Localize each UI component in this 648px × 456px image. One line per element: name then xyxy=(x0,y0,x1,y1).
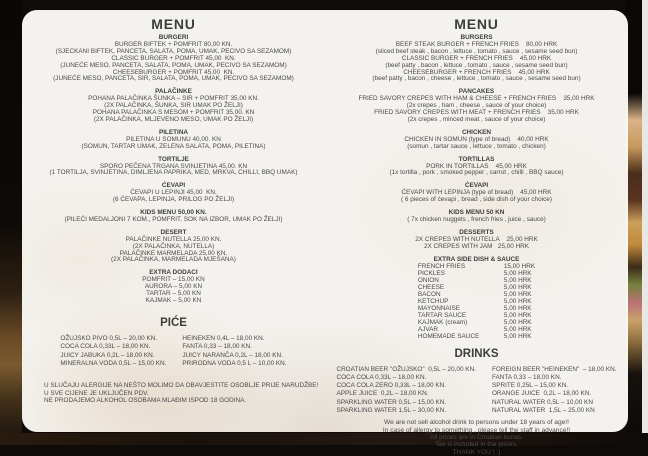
text-line: All prices are in Croatian kunas. xyxy=(429,433,524,441)
extra-side-dish-list xyxy=(418,264,535,340)
menu-item-line: (beef patty , bacon , cheese , lettuce , tomato , sauce , sesame seed bun) xyxy=(372,75,581,83)
extra-item-price: 5,00 HRK xyxy=(503,325,532,333)
menu-item-line: CHEESEBURGER + FRENCH FRIES 45,00 HRK xyxy=(403,68,550,76)
menu-section-header: PALAČINKE xyxy=(155,88,192,96)
menu-item-line: PALAČINKE MARMELADA 25,00 KN. xyxy=(119,249,228,257)
menu-section xyxy=(22,157,325,178)
extra-item-price: 5,00 HRK xyxy=(503,291,532,299)
extra-side-dish-title: EXTRA SIDE DISH & SAUCE xyxy=(433,255,520,263)
text-line: SPARKLING WATER 1,5L – 30,00 KN. xyxy=(336,407,447,415)
menu-item-line: PALAČINKE NUTELLA 25,00 KN. xyxy=(125,235,222,243)
extra-item-price: 15,00 HRK xyxy=(503,263,536,271)
text-line: THANK YOU ! :) xyxy=(452,448,501,456)
menu-section xyxy=(22,183,325,204)
menu-section xyxy=(22,89,325,124)
menu-item-line: (JUNEĆE MESO, PANCETA, SIR, SALATA, POMA, UMAK, PECIVO SA SEZAMOM) xyxy=(53,75,294,83)
menu-item-line: (1 TORTILJA, SVINJETINA, DIMLJENA PAPRIKA, MED, MRKVA, CHILLI, BBQ UMAK) xyxy=(49,169,298,177)
menu-item-line: KAJMAK – 5,00 KN xyxy=(145,297,202,304)
extra-side-dish-section xyxy=(325,257,628,343)
extra-item-label: KETCHUP xyxy=(417,298,449,305)
menu-section xyxy=(325,157,628,178)
extra-item-price: 5,00 HRK xyxy=(503,298,532,305)
text-line: HEINEKEN 0,4L – 18,00 KN. xyxy=(182,334,265,342)
text-line: ORANGE JUICE 0,2L – 18,00 KN. xyxy=(491,390,592,398)
menu-section xyxy=(22,210,325,224)
drinks-title-croatian: PIĆE xyxy=(160,316,187,329)
menu-item-line: ( 6 pieces of ćevapi , bread , side dish of your choice) xyxy=(401,196,552,204)
extra-item-label: KAJMAK (cream) xyxy=(417,318,468,326)
menu-section-header: CHICKEN xyxy=(461,128,492,136)
menu-item-line: (1x tortilla , pork , smoked pepper , carrot , chilli , BBQ sauce) xyxy=(389,169,564,177)
extra-item-label: TARTAR SAUCE xyxy=(417,311,467,319)
footnotes-english xyxy=(325,419,628,455)
croatian-sections xyxy=(22,35,325,305)
menu-section-header: TORTILLAS xyxy=(458,155,495,163)
text-line: U SLUČAJU ALERGIJE NA NEŠTO MOLIMO DA OBAVJESTITE OSOBLJE PRIJE NARUDŽBE! xyxy=(44,382,319,390)
menu-item-line: (2X PALAČINKA, MLJEVENO MESO, UMAK PO ŽELJI) xyxy=(93,115,254,123)
menu-section xyxy=(22,230,325,265)
text-line: JUICY NARANČA 0,2L – 18,00 KN. xyxy=(182,351,283,359)
menu-item-line: (PILEĆI MEDALJONI 7 KOM., POMFRIT, SOK NA IZBOR, UMAK PO ŽELJI) xyxy=(64,215,283,223)
extra-side-dish-row xyxy=(418,334,535,341)
extra-item-label: CHEESE xyxy=(417,284,445,292)
menu-section-header: KIDS MENU 50,00 KN. xyxy=(140,209,207,217)
text-line: In case of allergy to something , please tell the staff in advance!! xyxy=(382,426,571,434)
extra-item-label: FRENCH FRIES xyxy=(417,263,466,271)
text-line: FANTA 0,33 – 18,00 KN. xyxy=(182,343,252,351)
text-line: COCA COLA ZERO 0,33L – 18,00 KN. xyxy=(336,382,446,390)
menu-item-line: AURORA – 5,00 KN xyxy=(144,283,203,291)
drinks-columns-english xyxy=(325,366,628,416)
extra-item-price: 5,00 HRK xyxy=(503,318,532,326)
menu-section xyxy=(325,89,628,124)
menu-section xyxy=(325,183,628,204)
text-line: COCA COLA 0,33L – 18,00 KN. xyxy=(336,373,427,381)
english-menu-column xyxy=(325,10,628,456)
text-line: We are not sell alcohol drink to persons under 18 years of age!! xyxy=(384,419,569,427)
text-line: NATURAL WATER 0,5L – 10,00 KN xyxy=(491,398,593,406)
extra-item-price: 5,00 HRK xyxy=(503,284,532,292)
menu-item-line: ĆEVAPI WITH LEPINJA (type of bread) 45,00 HRK xyxy=(401,189,552,197)
menu-section xyxy=(22,270,325,305)
menu-section xyxy=(22,130,325,151)
text-line: APPLE JUICE 0,2L – 18,00 KN. xyxy=(336,390,429,398)
menu-item-line: POMFRIT – 15,00 KN xyxy=(142,276,205,284)
text-line: SPRITE 0,25L – 15,00 KN. xyxy=(491,382,569,390)
menu-section-header: DESSERTS xyxy=(459,228,494,236)
menu-item-line: 2X CREPES WITH NUTELLA 25,00 HRK xyxy=(415,235,538,243)
text-line: CROATIAN BEER "OŽUJSKO" 0,5L – 20,00 KN. xyxy=(336,365,476,373)
menu-item-line: POHANA PALAČINKA S MESOM + POMFRIT 35,00. KN xyxy=(92,109,255,117)
menu-section-header: BURGERI xyxy=(158,34,189,41)
menu-section-header: KIDS MENU 50 KN xyxy=(448,209,505,217)
extra-item-label: PICKLES xyxy=(417,270,445,278)
drinks-column-1 xyxy=(336,366,476,416)
menu-title-croatian: MENU xyxy=(151,16,196,32)
burger-photo-edge xyxy=(626,0,642,445)
menu-item-line: (6 ĆEVAPA, LEPINJA, PRILOG PO ŽELJI) xyxy=(112,196,235,204)
footnotes-croatian xyxy=(22,382,325,404)
extra-item-price: 5,00 HRK xyxy=(503,277,532,285)
drinks-column-2 xyxy=(492,366,617,416)
menu-item-line: BEEF STEAK BURGER + FRENCH FRIES 80,00 HRK xyxy=(395,40,558,48)
menu-title-english: MENU xyxy=(454,16,499,32)
extra-item-price: 5,00 HRK xyxy=(503,304,532,312)
menu-item-line: (2X PALAČINKA, NUTELLA) xyxy=(132,242,215,250)
menu-item-line: CLASSIC BURGER + FRENCH FRIES 45,00 HRK xyxy=(401,54,552,62)
drinks-section-english xyxy=(325,348,628,416)
menu-section xyxy=(325,35,628,83)
menu-section-header: PILETINA xyxy=(158,128,189,136)
menu-item-line: ĆEVAPI U LEPINJI 45,00 KN. xyxy=(130,189,217,197)
text-line: FOREIGN BEER "HEINEKEN" – 18,00 KN. xyxy=(491,365,617,373)
menu-section xyxy=(325,130,628,151)
text-line: SPARKLING WATER 0,5L – 15,00 KN. xyxy=(336,398,447,406)
menu-item-line: FRIED SAVORY CREPES WITH HAM & CHEESE + FRENCH FRIES 35,00 HRK xyxy=(358,95,595,103)
extra-item-label: MAYONNAISE xyxy=(417,304,460,312)
menu-item-line: 2X CREPES WITH JAM 25,00 HRK xyxy=(423,242,530,250)
menu-item-line: FRIED SAVORY CREPES WITH MEAT + FRENCH FRIES 35,00 HRK xyxy=(374,109,579,117)
text-line: FANTA 0,33 – 18,00 KN. xyxy=(491,373,562,381)
menu-item-line: (sliced beef steak , bacon , lettuce , tomato , sauce , sesame seed bun) xyxy=(375,47,578,55)
menu-section-header: DESERT xyxy=(160,228,187,236)
extra-item-label: HOMEMADE SAUCE xyxy=(417,332,480,340)
extra-item-price: 5,00 HRK xyxy=(503,311,532,319)
menu-section xyxy=(325,230,628,251)
menu-item-line: PORK IN TORTILLAS 45,00 HRK xyxy=(426,162,527,170)
menu-item-line: POHANA PALAČINKA ŠUNKA – SIR + POMFRIT 35,00 KN. xyxy=(88,95,259,103)
menu-section-header: PANCAKES xyxy=(458,88,495,96)
menu-section xyxy=(325,210,628,224)
english-sections xyxy=(325,35,628,251)
menu-item-line: (SOMUN, TARTAR UMAK, ZELENA SALATA, POMA, PILETINA) xyxy=(81,142,266,150)
extra-item-label: AJVAR xyxy=(417,325,438,333)
menu-item-line: CLASSIC BURGER + POMFRIT 45,00 KN. xyxy=(111,54,236,62)
menu-section-header: BURGERS xyxy=(460,34,493,41)
extra-item-label: BACON xyxy=(417,291,441,299)
text-line: NATURAL WATER 1,5L – 25,00 KN xyxy=(491,407,595,415)
drinks-title-english: DRINKS xyxy=(454,347,499,360)
menu-item-line: (beef patty , bacon , lettuce , tomato , sauce , sesame seed bun) xyxy=(385,61,568,69)
text-line: Tax is included in the prices. xyxy=(435,441,518,449)
text-line: NE PRODAJEMO ALKOHOL OSOBAMA MLAĐIM ISPOD 18 GODINA. xyxy=(44,396,247,404)
menu-item-line: PILETINA U SOMUNU 40,00. KN xyxy=(126,135,221,143)
menu-item-line: (JUNEĆE MESO, PANCETA, SALATA, POMA, UMAK, PECIVO SA SEZAMOM) xyxy=(60,61,287,69)
text-line: JUICY JABUKA 0,2L – 18,00 KN. xyxy=(60,351,155,359)
extra-item-price: 5,00 HRK xyxy=(503,332,532,340)
menu-item-line: (2X PALAČINKA, MARMELADA MJEŠANA) xyxy=(111,256,236,264)
croatian-menu-column xyxy=(22,10,325,432)
menu-card xyxy=(22,10,628,456)
text-line: PRIRODNA VODA 0,5 L – 10,00 KN. xyxy=(182,359,287,367)
drinks-section-croatian xyxy=(22,317,325,368)
menu-item-line: (SJECKANI BIFTEK, PANCETA, SALATA, POMA, UMAK, PECIVO SA SEZAMOM) xyxy=(55,47,292,55)
menu-item-line: BURGER BIFTEK + POMFRIT 80,00 KN. xyxy=(114,40,233,48)
menu-item-line: SPORO PEČENA TRGANA SVINJETINA 45,00. KN xyxy=(99,162,248,170)
extra-item-label: ONION xyxy=(417,277,439,285)
menu-section-header: TORTILJE xyxy=(158,155,189,163)
menu-item-line: ( 7x chicken nuggets , french fries , juice , sauce) xyxy=(407,215,546,223)
wood-table-photo-edge xyxy=(0,0,22,445)
menu-item-line: (2x crepes , minced meat , sauce of your choice) xyxy=(407,115,546,123)
menu-item-line: (somun , tartar sauce , lettuce , tomato , chicken) xyxy=(407,142,546,150)
drinks-column-1 xyxy=(60,335,166,368)
text-line: COCA COLA 0,33L – 18,00 KN. xyxy=(60,343,151,351)
menu-section-header: EXTRA DODACI xyxy=(149,269,198,277)
text-line: U SVE CIJENE JE UKLJUČEN PDV. xyxy=(44,389,149,397)
menu-item-line: (2x crepes , ham , cheese , sauce of your choice) xyxy=(406,102,547,110)
menu-section xyxy=(22,35,325,83)
menu-item-line: CHEESEBURGER + POMFRIT 45,00 KN. xyxy=(112,68,235,76)
menu-item-line: TARTAR – 5,00 KN xyxy=(146,290,201,298)
menu-item-line: CHICKEN IN SOMUN (type of bread) 40,00 HRK xyxy=(404,135,549,143)
extra-item-price: 5,00 HRK xyxy=(503,270,532,278)
drinks-columns-croatian xyxy=(22,335,325,368)
drinks-column-2 xyxy=(182,335,286,368)
text-line: MINERALNA VODA 0,5L – 15,00 KN. xyxy=(60,359,167,367)
page-right-edge xyxy=(642,0,648,445)
menu-section-header: ĆEVAPI xyxy=(161,182,186,190)
menu-section-header: ĆEVAPI xyxy=(464,182,489,190)
text-line: OŽUJSKO PIVO 0,5L – 20,00 KN. xyxy=(60,334,158,342)
menu-item-line: (2X PALAČINKA, ŠUNKA, SIR UMAK PO ŽELJI) xyxy=(104,102,243,110)
